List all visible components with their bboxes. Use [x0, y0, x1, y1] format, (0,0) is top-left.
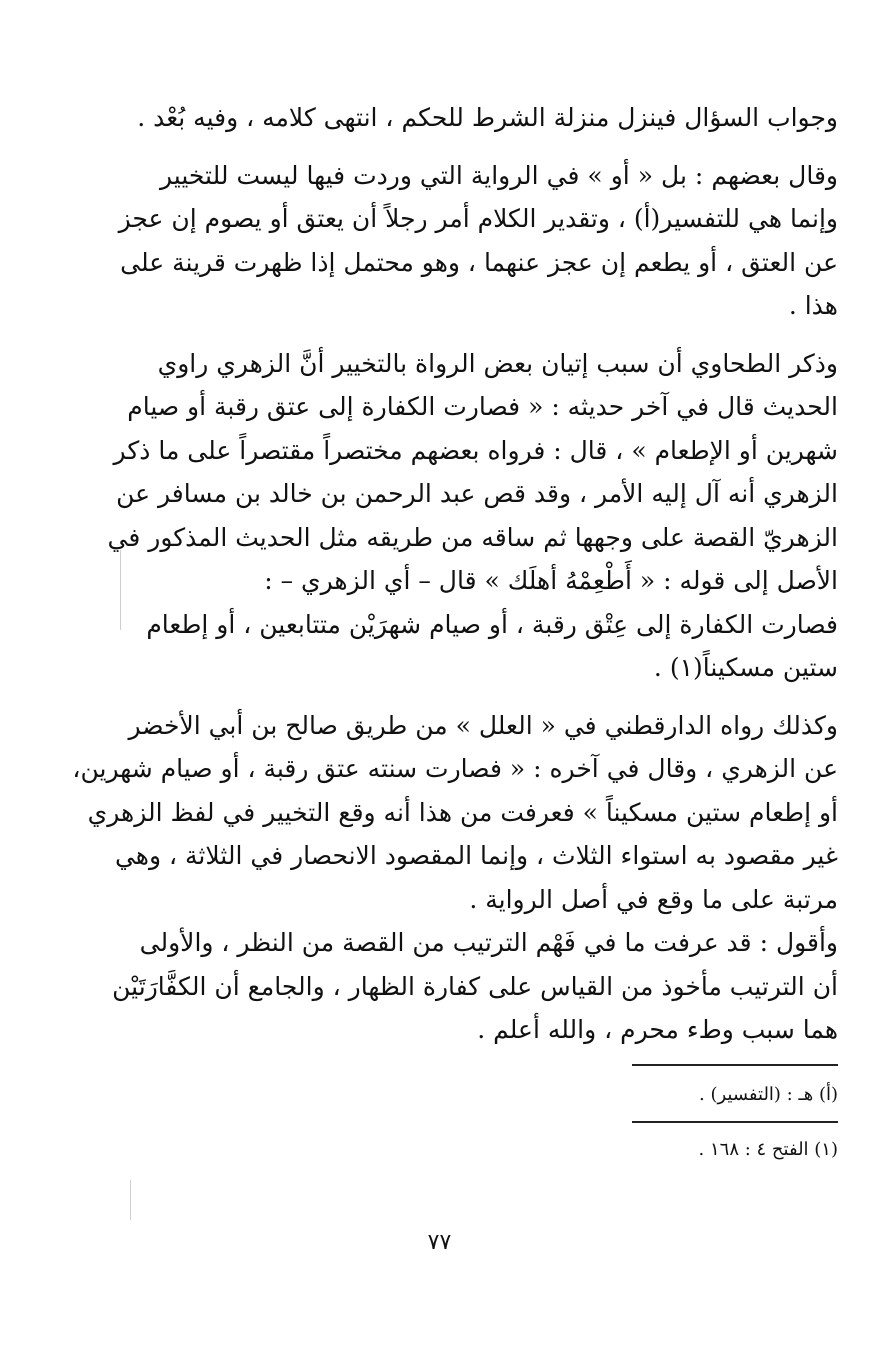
text-line: عن العتق ، أو يطعم إن عجز عنهما ، وهو محتمل إذا ظهرت قرينة على — [120, 247, 838, 277]
page-number: ٧٧ — [427, 1230, 452, 1255]
text-line: ستين مسكيناً(١) . — [653, 653, 838, 682]
scan-edge-mark — [120, 550, 121, 630]
footnote-divider — [632, 1064, 838, 1066]
text-line: مرتبة على ما وقع في أصل الرواية . — [469, 884, 838, 914]
text-line: الزهريّ القصة على وجهها ثم ساقه من طريقه مثل الحديث المذكور في — [107, 522, 838, 552]
text-line: أو إطعام ستين مسكيناً » فعرفت من هذا أنه وقع التخيير في لفظ الزهري — [87, 797, 838, 827]
text-line: الحديث قال في آخر حديثه : « فصارت الكفارة إلى عتق رقبة أو صيام — [127, 392, 838, 421]
text-line: وإنما هي للتفسير(أ) ، وتقدير الكلام أمر رجلاً أن يعتق أو يصوم إن عجز — [118, 204, 838, 233]
scan-edge-mark — [130, 1180, 131, 1220]
text-line: هما سبب وطء محرم ، والله أعلم . — [477, 1015, 838, 1044]
text-line: الأصل إلى قوله : « أَطْعِمْهُ أهلَك » قال – أي الزهري – : — [264, 566, 838, 595]
text-line: غير مقصود به استواء الثلاث ، وإنما المقصود الانحصار في الثلاثة ، وهي — [114, 841, 838, 870]
text-line: أن الترتيب مأخوذ من القياس على كفارة الظهار ، والجامع أن الكفَّارَتَيْن — [112, 971, 838, 1001]
text-line: وأقول : قد عرفت ما في فَهْم الترتيب من القصة من النظر ، والأولى — [139, 928, 838, 957]
text-line: فصارت الكفارة إلى عِتْق رقبة ، أو صيام شهرَيْن متتابعين ، أو إطعام — [146, 609, 838, 639]
page-body — [72, 96, 838, 1052]
text-line: وجواب السؤال فينزل منزلة الشرط للحكم ، انتهى كلامه ، وفيه بُعْد . — [137, 103, 838, 132]
text-line: عن الزهري ، وقال في آخره : « فصارت سنته عتق رقبة ، أو صيام شهرين، — [72, 754, 838, 783]
text-line: الزهري أنه آل إليه الأمر ، وقد قص عبد الرحمن بن خالد بن مسافر عن — [116, 479, 838, 508]
text-line: هذا . — [788, 291, 838, 320]
footnote-divider — [632, 1121, 838, 1123]
footnote-variant: (أ) هـ : (التفسير) . — [699, 1084, 838, 1105]
text-line: وقال بعضهم : بل « أو » في الرواية التي وردت فيها ليست للتخيير — [160, 160, 838, 190]
text-line: شهرين أو الإطعام » ، قال : فرواه بعضهم مختصراً مقتصراً على ما ذكر — [113, 435, 838, 465]
text-line: وذكر الطحاوي أن سبب إتيان بعض الرواة بالتخيير أنَّ الزهري راوي — [157, 348, 838, 378]
footnote-source: (١) الفتح ٤ : ١٦٨ . — [698, 1139, 838, 1160]
text-line: وكذلك رواه الدارقطني في « العلل » من طريق صالح بن أبي الأخضر — [128, 710, 838, 740]
